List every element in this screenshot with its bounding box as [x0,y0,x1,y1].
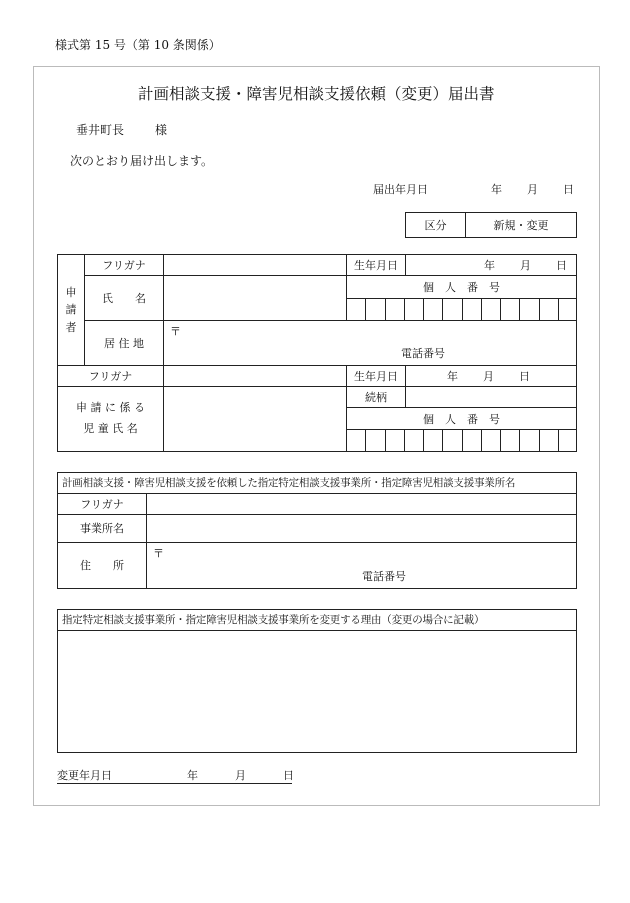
office-furigana-field[interactable] [147,494,577,515]
digit-box-divider [539,298,540,321]
digit-box-divider [462,429,463,451]
digit-box-divider [404,429,405,451]
digit-box-divider [519,298,520,321]
change-date-day: 日 [283,769,294,782]
child-furigana-field[interactable] [164,366,347,387]
applicant-postal-mark: 〒 [170,325,181,338]
child-name-field[interactable] [164,387,347,452]
change-date-label: 変更年月日 [57,769,112,782]
child-relationship-field[interactable] [406,387,577,408]
digit-box-divider [558,429,559,451]
digit-box-divider [500,298,501,321]
digit-box-divider [558,298,559,321]
digit-box-divider [519,429,520,451]
office-address-field[interactable] [147,543,577,589]
digit-box-divider [423,429,424,451]
digit-box-divider [500,429,501,451]
office-heading: 計画相談支援・障害児相談支援を依頼した指定特定相談支援事業所・指定障害児相談支援事業所名 [58,473,577,494]
reason-table [57,609,577,753]
digit-box-divider [365,429,366,451]
digit-box-divider [385,298,386,321]
category-label: 区分 [406,213,466,238]
applicant-furigana-label: フリガナ [85,255,164,276]
applicant-birthdate-field[interactable]: 年 月 日 [406,255,577,276]
child-personal-number-label: 個 人 番 号 [423,413,500,426]
child-birthdate-field[interactable]: 年 月 日 [406,366,577,387]
applicant-personal-number-boxes[interactable] [346,298,577,321]
digit-box-top-line [346,298,577,299]
digit-box-divider [423,298,424,321]
submission-date-label: 届出年月日 [373,183,428,196]
digit-box-divider [481,429,482,451]
office-name-field[interactable] [147,515,577,543]
applicant-name-field[interactable] [164,276,347,321]
office-furigana-label: フリガナ [58,494,147,515]
change-date-underline [57,783,292,784]
child-name-label: 申 請 に 係 る 児 童 氏 名 [58,387,164,452]
reason-field[interactable] [58,631,577,753]
applicant-birthdate-label: 生年月日 [347,255,406,276]
child-birthdate-label: 生年月日 [347,366,406,387]
applicant-furigana-field[interactable] [164,255,347,276]
digit-box-divider [481,298,482,321]
digit-box-divider [442,429,443,451]
child-personal-number-boxes[interactable] [346,429,577,451]
category-box [405,212,577,238]
applicant-phone-label: 電話番号 [401,347,445,360]
applicant-name-label: 氏 名 [85,276,164,321]
applicant-address-label: 居 住 地 [85,321,164,366]
change-date-month: 月 [235,769,246,782]
reason-heading: 指定特定相談支援事業所・指定障害児相談支援事業所を変更する理由（変更の場合に記載） [58,610,577,631]
page-title: 計画相談支援・障害児相談支援依頼（変更）届出書 [138,85,495,103]
applicant-table [57,254,577,452]
child-furigana-label: フリガナ [58,366,164,387]
category-value[interactable]: 新規・変更 [466,213,577,238]
office-phone-label: 電話番号 [362,570,406,583]
submission-month: 月 [527,183,538,196]
office-table [57,472,577,589]
submission-day: 日 [563,183,574,196]
intro-text: 次のとおり届け出します。 [70,154,214,168]
digit-box-divider [385,429,386,451]
office-name-label: 事業所名 [58,515,147,543]
submission-year: 年 [491,183,502,196]
form-number: 様式第 15 号（第 10 条関係） [55,38,221,52]
applicant-group-label: 申 請 者 [58,255,85,366]
digit-box-divider [539,429,540,451]
change-date-year: 年 [187,769,198,782]
office-address-label: 住 所 [58,543,147,589]
digit-box-divider [365,298,366,321]
office-postal-mark: 〒 [153,547,164,560]
applicant-address-field[interactable] [164,321,577,366]
digit-box-top-line [346,429,577,430]
addressee-honorific: 様 [155,123,168,137]
addressee: 垂井町長 [76,123,125,137]
applicant-personal-number-label: 個 人 番 号 [423,281,500,294]
digit-box-divider [404,298,405,321]
digit-box-divider [462,298,463,321]
digit-box-divider [442,298,443,321]
child-relationship-label: 続柄 [347,387,406,408]
